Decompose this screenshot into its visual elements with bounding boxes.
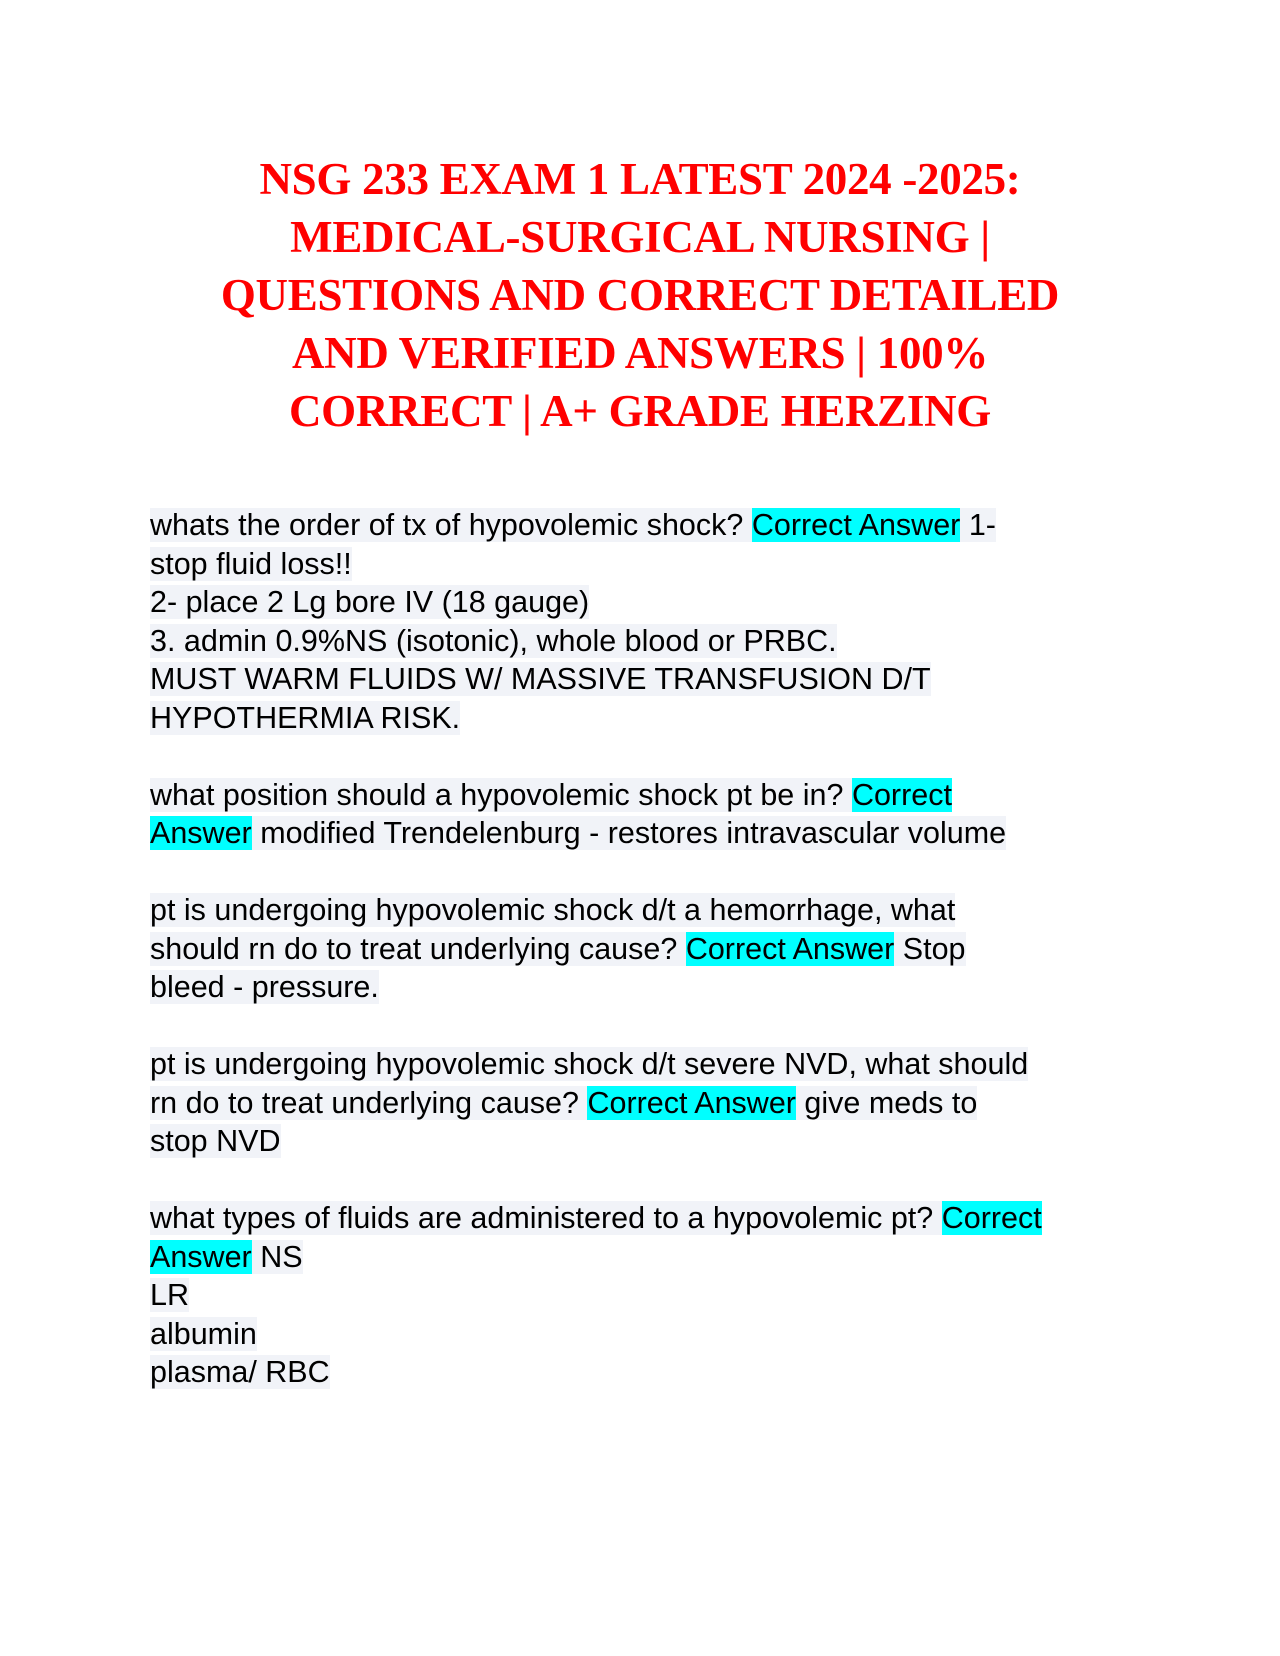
answer-line: HYPOTHERMIA RISK. [150, 700, 461, 735]
answer-line: stop fluid loss!! [150, 546, 352, 581]
title-line-4: AND VERIFIED ANSWERS | 100% [291, 328, 989, 378]
answer-line: 3. admin 0.9%NS (isotonic), whole blood or PRBC. [150, 623, 837, 658]
answer-line: LR [150, 1278, 189, 1312]
question-text: rn do to treat underlying cause? [150, 1085, 579, 1120]
correct-answer-label-part2: Answer [150, 816, 252, 850]
document-title [150, 150, 1130, 440]
qa-item-1 [150, 506, 1150, 737]
correct-answer-label: Correct Answer [587, 1085, 796, 1120]
title-line-3: QUESTIONS AND CORRECT DETAILED [220, 270, 1060, 320]
question-text: what position should a hypovolemic shock pt be in? [150, 777, 844, 812]
qa-item-5 [150, 1199, 1150, 1392]
answer-line: MUST WARM FLUIDS W/ MASSIVE TRANSFUSION D/T [150, 662, 931, 696]
answer-text: give meds to [804, 1085, 978, 1120]
answer-line: stop NVD [150, 1124, 281, 1158]
answer-text: 1- [968, 508, 996, 542]
correct-answer-label-part2: Answer [150, 1239, 252, 1274]
qa-list [150, 506, 1150, 1430]
question-text: pt is undergoing hypovolemic shock d/t severe NVD, what should [150, 1047, 1029, 1081]
answer-line: plasma/ RBC [150, 1355, 330, 1389]
correct-answer-label: Correct Answer [685, 931, 895, 966]
answer-text: Stop [902, 931, 966, 966]
question-text: should rn do to treat underlying cause? [150, 931, 678, 966]
title-line-1: NSG 233 EXAM 1 LATEST 2024 -2025: [259, 154, 1021, 204]
title-line-2: MEDICAL-SURGICAL NURSING | [290, 212, 990, 262]
question-text: pt is undergoing hypovolemic shock d/t a hemorrhage, what [150, 893, 956, 927]
question-text: what types of fluids are administered to a hypovolemic pt? [150, 1201, 934, 1235]
answer-line: 2- place 2 Lg bore IV (18 gauge) [150, 585, 590, 619]
qa-item-2 [150, 776, 1150, 853]
correct-answer-label-part1: Correct [851, 777, 952, 812]
answer-text: modified Trendelenburg - restores intravascular volume [260, 816, 1007, 850]
answer-text: NS [260, 1239, 303, 1274]
correct-answer-label: Correct Answer [751, 508, 961, 542]
answer-line: albumin [150, 1316, 257, 1351]
question-text: whats the order of tx of hypovolemic shock? [150, 508, 744, 542]
title-line-5: CORRECT | A+ GRADE HERZING [288, 386, 992, 436]
qa-item-3 [150, 891, 1150, 1007]
answer-line: bleed - pressure. [150, 970, 379, 1004]
correct-answer-label-part1: Correct [941, 1201, 1042, 1235]
qa-item-4 [150, 1045, 1150, 1161]
